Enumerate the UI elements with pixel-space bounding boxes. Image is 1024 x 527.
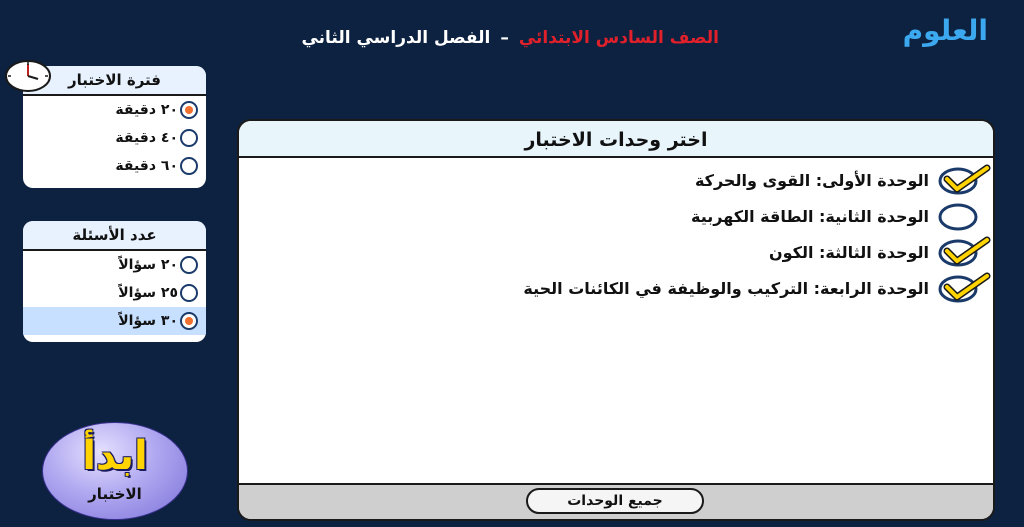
duration-panel-title: فترة الاختبار <box>23 66 206 96</box>
checkmark-icon[interactable] <box>935 272 991 304</box>
questions-option-label: ٢٠ سؤالاً <box>118 257 178 273</box>
semester-label: الفصل الدراسي الثاني <box>301 28 491 48</box>
radio-icon[interactable] <box>180 284 198 302</box>
units-panel-footer <box>239 483 993 519</box>
questions-option-label: ٢٥ سؤالاً <box>118 285 178 301</box>
unit-label: الوحدة الأولى: القوى والحركة <box>694 170 929 190</box>
radio-icon[interactable] <box>180 129 198 147</box>
duration-option-label: ٢٠ دقيقة <box>115 102 178 118</box>
radio-icon[interactable] <box>180 157 198 175</box>
unit-label: الوحدة الثالثة: الكون <box>768 242 929 262</box>
unit-label: الوحدة الرابعة: التركيب والوظيفة في الكائنات الحية <box>523 278 929 298</box>
header-separator: – <box>500 28 509 48</box>
radio-icon[interactable] <box>180 312 198 330</box>
start-test-button[interactable] <box>42 422 188 520</box>
checkmark-icon[interactable] <box>935 236 991 268</box>
unit-item-1[interactable] <box>239 162 993 198</box>
questions-option-20[interactable] <box>23 251 206 279</box>
questions-option-label: ٣٠ سؤالاً <box>118 313 178 329</box>
unit-item-2[interactable] <box>239 198 993 234</box>
duration-option-label: ٤٠ دقيقة <box>115 130 178 146</box>
unit-item-3[interactable] <box>239 234 993 270</box>
course-header <box>301 28 719 48</box>
unit-item-4[interactable] <box>239 270 993 306</box>
grade-label: الصف السادس الابتدائي <box>518 28 719 48</box>
start-button-label: ابدأ <box>82 433 148 479</box>
questions-option-30[interactable] <box>23 307 206 335</box>
units-panel <box>237 119 995 521</box>
duration-option-40[interactable] <box>23 124 206 152</box>
questions-panel-title: عدد الأسئلة <box>23 221 206 251</box>
subject-title: العلوم <box>902 14 988 47</box>
radio-icon[interactable] <box>180 256 198 274</box>
questions-option-25[interactable] <box>23 279 206 307</box>
all-units-button[interactable]: جميع الوحدات <box>526 488 704 514</box>
radio-icon[interactable] <box>180 101 198 119</box>
duration-option-60[interactable] <box>23 152 206 180</box>
duration-option-20[interactable] <box>23 96 206 124</box>
clock-icon <box>4 59 52 93</box>
start-button-sublabel: الاختبار <box>88 485 142 503</box>
units-panel-title: اختر وحدات الاختبار <box>239 121 993 158</box>
empty-check-icon[interactable] <box>935 200 991 232</box>
checkmark-icon[interactable] <box>935 164 991 196</box>
unit-label: الوحدة الثانية: الطاقة الكهربية <box>691 206 929 226</box>
unit-list <box>239 158 993 306</box>
questions-panel <box>23 221 206 342</box>
duration-option-label: ٦٠ دقيقة <box>115 158 178 174</box>
